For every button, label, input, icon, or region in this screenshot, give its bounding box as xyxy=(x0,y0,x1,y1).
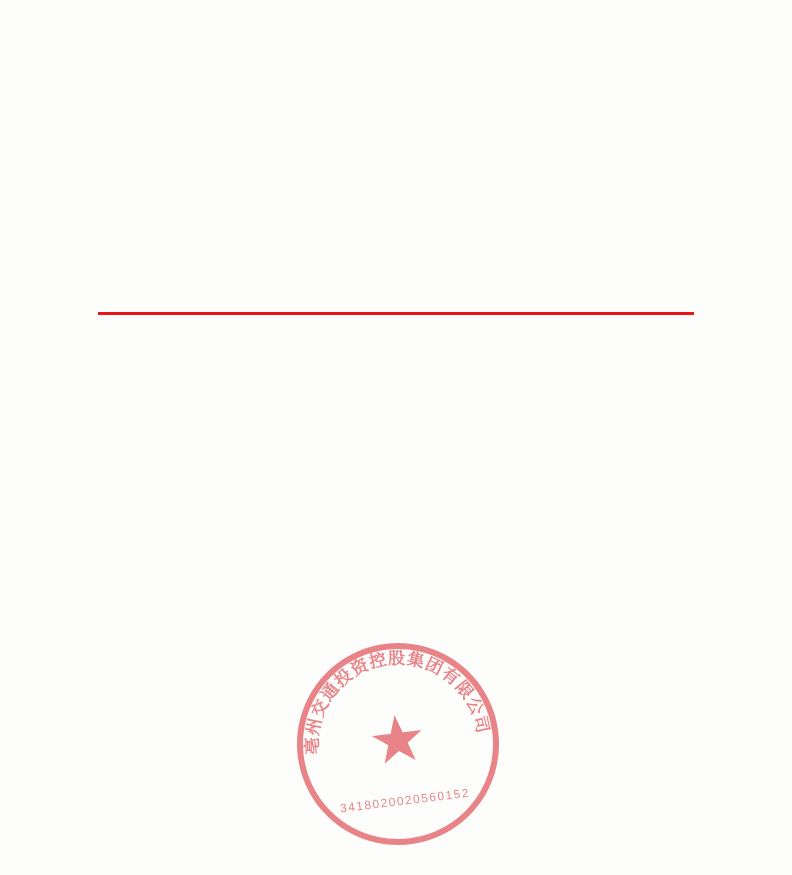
red-divider-rule xyxy=(98,312,694,315)
official-red-seal-stamp xyxy=(279,625,517,863)
seal-top-text: 亳州交通投资控股集团有限公司 xyxy=(302,648,493,755)
seal-bottom-text: 3418020020560152 xyxy=(339,785,471,816)
document-body xyxy=(98,508,694,510)
seal-star xyxy=(370,712,425,765)
svg-text:亳州交通投资控股集团有限公司 xyxy=(291,637,493,757)
